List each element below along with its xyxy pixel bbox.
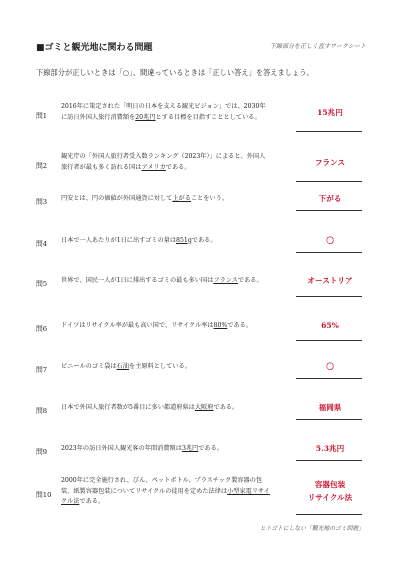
footer-text: ヒトゴトにしない「観光地のゴミ問題」 (259, 526, 364, 532)
underlined-term: 80% (213, 321, 228, 329)
question-number: 問5 (36, 280, 48, 288)
answer-line (296, 460, 362, 461)
question-row (36, 314, 366, 342)
question-text-segment: 世界で、国民一人が1日に排出するゴミの最も多い国は (61, 276, 214, 284)
question-text-segment: である。 (237, 276, 263, 284)
question-text (61, 236, 271, 247)
question-text-segment: 円安とは、円の価値が外国通貨に対して (61, 194, 173, 202)
question-text-segment: ドイツはリサイクル率が最も高い国で、リサイクル率は (61, 321, 214, 329)
answer-text: 容器包装 リサイクル法 (307, 480, 353, 502)
answer-text: 5.3兆円 (315, 443, 345, 453)
question-text-segment: 日本で一人あたりが1日に出すゴミの量は (61, 236, 177, 244)
answer-text: 15兆円 (317, 107, 343, 117)
question-row (36, 268, 366, 298)
underlined-term: 石油 (116, 362, 129, 370)
question-text (61, 152, 271, 173)
question-number: 問3 (36, 198, 48, 206)
question-text-segment: ことをいう。 (190, 194, 229, 202)
question-number: 問7 (36, 366, 48, 374)
question-text (61, 102, 271, 123)
question-row (36, 472, 366, 516)
question-text-segment: である。 (213, 403, 239, 411)
question-row (36, 190, 366, 212)
underlined-term: アメリカ (141, 164, 166, 171)
question-text-segment: 観光庁の「外国人旅行者受入数ランキング（2023年）」によると、外国人旅行者が最も多く訪れる国は (61, 153, 266, 171)
answer-text: フランス (314, 157, 346, 167)
instruction-text: 下線部分が正しいときは「○」、間違っているときは「正しい答え」を答えましょう。 (36, 68, 314, 77)
answer-line (296, 252, 362, 253)
question-text-segment: である。 (165, 164, 191, 171)
question-text (61, 194, 271, 205)
question-row (36, 440, 366, 462)
answer-line (296, 514, 362, 515)
question-text-segment: ビニールのゴミ袋は (61, 362, 117, 370)
underlined-term: 851g (176, 236, 192, 244)
answer-text: 〇 (326, 235, 334, 245)
question-text (61, 444, 271, 455)
answer-text: オーストリア (307, 275, 353, 285)
worksheet-subtitle: 下線部分を正しく直すワークシート (269, 43, 366, 50)
question-number: 問2 (36, 162, 48, 170)
underlined-term: フランス (213, 276, 238, 284)
question-number: 問10 (36, 491, 52, 499)
question-row (36, 147, 366, 183)
answer-text: 〇 (326, 361, 334, 371)
question-text-segment: 2016年に策定された「明日の日本を支える観光ビジョン」では、2030年に訪日外国人旅行消費額を (61, 103, 266, 121)
answer-line (296, 181, 362, 182)
answer-line (296, 419, 362, 420)
question-text-segment: である。 (191, 236, 217, 244)
answer-line (296, 340, 362, 341)
question-text-segment: とする目標を目指すこととしている。 (155, 114, 261, 121)
question-text-segment: である。 (227, 321, 253, 329)
underlined-term: 小型家電リサイクル法 (61, 487, 270, 506)
question-text (61, 276, 271, 287)
question-row (36, 232, 366, 254)
question-number: 問9 (36, 448, 48, 456)
question-text (61, 476, 271, 508)
underlined-term: 上がる (172, 194, 191, 202)
question-number: 問4 (36, 240, 48, 248)
question-text (61, 403, 271, 414)
answer-line (296, 378, 362, 379)
header (36, 40, 366, 54)
question-row (36, 358, 366, 380)
underlined-term: 3兆円 (181, 444, 199, 452)
question-number: 問1 (36, 112, 48, 120)
underlined-term: 大阪府 (194, 403, 214, 411)
question-number: 問8 (36, 407, 48, 415)
question-row (36, 399, 366, 421)
question-text-segment: である。 (79, 498, 105, 506)
answer-text: 福岡県 (318, 402, 342, 412)
question-text-segment: 2023年の訪日外国人観光客の年間消費額は (61, 444, 182, 452)
question-text (61, 321, 271, 332)
underlined-term: 20兆円 (135, 114, 156, 121)
answer-text: 下がる (318, 193, 342, 203)
answer-text: 65% (321, 320, 339, 330)
question-text-segment: 日本で外国人旅行者数が5番目に多い都道府県は (61, 403, 195, 411)
answer-line (296, 210, 362, 211)
question-text-segment: を主原料としている。 (128, 362, 191, 370)
answer-line (296, 131, 362, 132)
answer-line (296, 296, 362, 297)
question-number: 問6 (36, 325, 48, 333)
question-text-segment: である。 (198, 444, 223, 452)
question-text (61, 362, 271, 373)
worksheet-title: ■ゴミと観光地に関わる問題 (36, 43, 153, 53)
question-text-segment: 2000年に完全施行され、びん、ペットボトル、プラスチック製容器の包装、紙製容器包装についてリサイクルの徒用を定めた法律は (61, 477, 263, 495)
question-row (36, 97, 366, 133)
